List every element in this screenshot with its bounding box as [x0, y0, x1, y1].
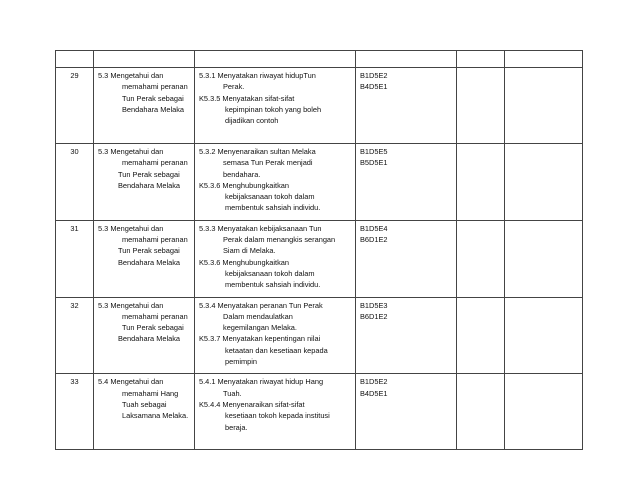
empty-cell [505, 144, 583, 221]
week-number-cell [56, 220, 94, 297]
learning-objectives-cell [195, 68, 356, 144]
standard-text: memahami peranan [122, 82, 188, 92]
element-code: B5D5E1 [360, 158, 388, 168]
empty-cell [505, 51, 583, 68]
content-standard-cell [94, 68, 195, 144]
week-number-cell [56, 297, 94, 374]
standard-text: memahami peranan [122, 158, 188, 168]
learning-objectives-cell [195, 220, 356, 297]
standard-text: 5.3 Mengetahui dan [98, 71, 164, 80]
lesson-plan-table [55, 50, 583, 450]
objective-text: kepimpinan tokoh yang boleh [225, 104, 322, 114]
element-code: B4D5E1 [360, 388, 388, 398]
element-code: B6D1E2 [360, 235, 388, 245]
week-number-cell [56, 374, 94, 450]
empty-cell [505, 68, 583, 144]
week-number-cell [56, 68, 94, 144]
element-code: B6D1E2 [360, 311, 388, 321]
standard-text: 5.3 Mengetahui dan [98, 300, 164, 310]
content-standard-cell [94, 374, 195, 450]
learning-objectives-cell [195, 374, 356, 450]
objective-text: 5.3.3 Menyatakan kebijaksanaan Tun [199, 223, 322, 233]
objective-text: 5.4.1 Menyatakan riwayat hidup Hang [199, 377, 324, 387]
standard-text: Tuah sebagai [122, 399, 167, 409]
empty-cell [356, 51, 457, 68]
objective-text: Perak dalam menangkis serangan [223, 235, 336, 245]
table-row [56, 374, 583, 450]
week-number-cell [56, 144, 94, 221]
objective-text: bendahara. [223, 169, 261, 179]
objective-text: K5.3.6 Menghubungkaitkan [199, 257, 289, 267]
standard-text: 5.3 Mengetahui dan [98, 147, 164, 156]
elements-cell [356, 144, 457, 221]
objective-text: beraja. [225, 422, 248, 432]
empty-cell [505, 297, 583, 374]
objective-text: K5.3.5 Menyatakan sifat-sifat [199, 93, 295, 103]
objective-text: pemimpin [225, 357, 258, 367]
standard-text: Bendahara Melaka [122, 104, 185, 114]
element-code: B1D5E3 [360, 300, 388, 310]
elements-cell [356, 297, 457, 374]
empty-cell [457, 68, 505, 144]
empty-cell [195, 51, 356, 68]
empty-cell [457, 51, 505, 68]
objective-text: semasa Tun Perak menjadi [223, 158, 313, 168]
standard-text: memahami peranan [122, 235, 188, 245]
objective-text: kebijaksanaan tokoh dalam [225, 268, 315, 278]
learning-objectives-cell [195, 144, 356, 221]
objective-text: K5.3.6 Menghubungkaitkan [199, 180, 289, 190]
objective-text: Tuah. [223, 388, 242, 398]
table-row [56, 144, 583, 221]
objective-text: Perak. [223, 82, 245, 92]
elements-cell [356, 68, 457, 144]
empty-cell [505, 374, 583, 450]
element-code: B1D5E5 [360, 147, 388, 156]
standard-text: Bendahara Melaka [118, 180, 181, 190]
objective-text: ketaatan dan kesetiaan kepada [225, 345, 328, 355]
standard-text: Tun Perak sebagai [118, 246, 180, 256]
objective-text: K5.4.4 Menyenaraikan sifat-sifat [199, 399, 305, 409]
week-number: 29 [70, 71, 79, 80]
empty-cell [457, 297, 505, 374]
standard-text: Bendahara Melaka [118, 334, 181, 344]
objective-text: membentuk sahsiah individu. [225, 203, 321, 213]
objective-text: kegemilangan Melaka. [223, 323, 297, 333]
learning-objectives-cell [195, 297, 356, 374]
objective-text: 5.3.1 Menyatakan riwayat hidupTun [199, 71, 316, 80]
objective-text: Siam di Melaka. [223, 246, 276, 256]
element-code: B1D5E2 [360, 377, 388, 387]
empty-cell [56, 51, 94, 68]
table-row [56, 68, 583, 144]
elements-cell [356, 374, 457, 450]
table-header-row [56, 51, 583, 68]
week-number: 33 [70, 377, 79, 387]
standard-text: Tun Perak sebagai [122, 323, 184, 333]
objective-text: kebijaksanaan tokoh dalam [225, 192, 315, 202]
standard-text: Laksamana Melaka. [122, 411, 189, 421]
empty-cell [457, 144, 505, 221]
objective-text: Dalam mendaulatkan [223, 311, 293, 321]
empty-cell [94, 51, 195, 68]
standard-text: Bendahara Melaka [118, 257, 181, 267]
standard-text: Tun Perak sebagai [122, 93, 184, 103]
element-code: B4D5E1 [360, 82, 388, 92]
objective-text: K5.3.7 Menyatakan kepentingan nilai [199, 334, 321, 344]
empty-cell [457, 374, 505, 450]
table-row [56, 297, 583, 374]
week-number: 32 [70, 300, 79, 310]
objective-text: kesetiaan tokoh kepada institusi [225, 411, 330, 421]
objective-text: 5.3.2 Menyenaraikan sultan Melaka [199, 147, 316, 156]
table-row [56, 220, 583, 297]
standard-text: memahami peranan [122, 311, 188, 321]
standard-text: 5.4 Mengetahui dan [98, 377, 164, 387]
content-standard-cell [94, 220, 195, 297]
content-standard-cell [94, 144, 195, 221]
week-number: 31 [70, 223, 79, 233]
standard-text: Tun Perak sebagai [118, 169, 180, 179]
standard-text: 5.3 Mengetahui dan [98, 223, 164, 233]
empty-cell [457, 220, 505, 297]
objective-text: 5.3.4 Menyatakan peranan Tun Perak [199, 300, 323, 310]
element-code: B1D5E2 [360, 71, 388, 80]
content-standard-cell [94, 297, 195, 374]
elements-cell [356, 220, 457, 297]
empty-cell [505, 220, 583, 297]
element-code: B1D5E4 [360, 223, 388, 233]
week-number: 30 [70, 147, 79, 156]
standard-text: memahami Hang [122, 388, 179, 398]
objective-text: dijadikan contoh [225, 116, 279, 126]
objective-text: membentuk sahsiah individu. [225, 280, 321, 290]
